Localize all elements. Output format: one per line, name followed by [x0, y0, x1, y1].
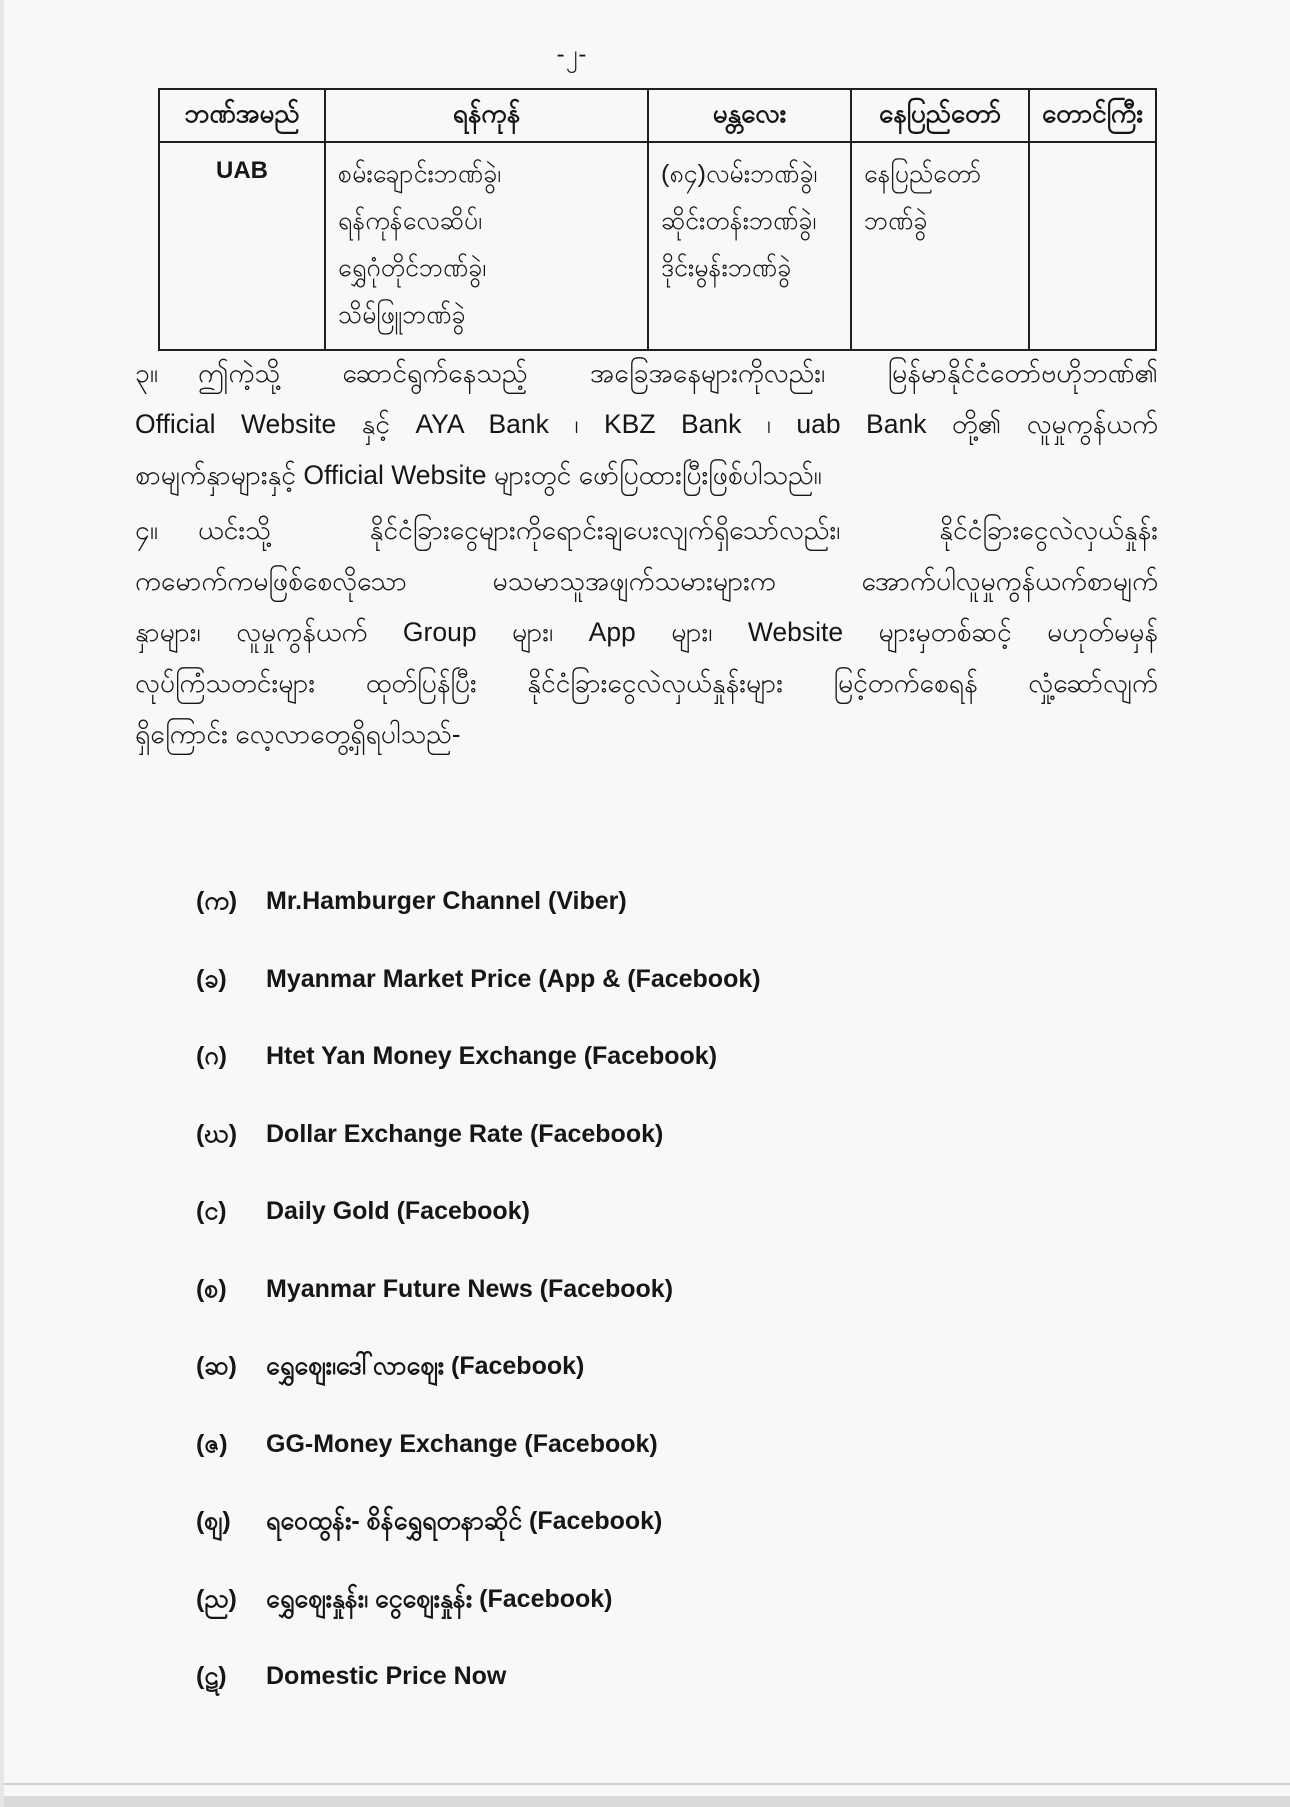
list-item-label: (ဆ)	[196, 1352, 237, 1380]
table-body	[159, 142, 1156, 350]
paragraph-3	[135, 348, 1158, 501]
list-item	[196, 1429, 1146, 1507]
list-item-text: Dollar Exchange Rate (Facebook)	[266, 1119, 664, 1148]
list-item-label: (ခ)	[196, 964, 227, 993]
table-cell-line: နေပြည်တော်	[864, 160, 982, 188]
list-item-label: (င)	[196, 1197, 227, 1225]
paragraph-line: လုပ်ကြံသတင်းများ ထုတ်ပြန်ပြီး နိုင်ငံခြားငွေလဲလှယ်နှုန်းများ မြင့်တက်စေရန် လှုံ့ဆော်လျက်	[135, 668, 1158, 698]
table-cell	[851, 142, 1029, 350]
list-item-text: ရဝေထွန်း- စိန်ရွှေရတနာဆိုင် (Facebook)	[266, 1507, 663, 1535]
list-item-text: Htet Yan Money Exchange (Facebook)	[266, 1042, 718, 1070]
paragraph-text: ဤကဲ့သို့ ဆောင်ရွက်နေသည့် အခြေအနေများကိုလည်း၊ မြန်မာနိုင်ငံတော်ဗဟိုဘဏ်၏	[197, 358, 1158, 388]
paragraph-number: ၃။	[135, 358, 158, 388]
scan-left-edge	[0, 0, 4, 1807]
list-item-text: Myanmar Future News (Facebook)	[266, 1274, 674, 1303]
list-item-label: (က)	[196, 887, 238, 915]
table-cell-line: သိမ်ဖြူဘဏ်ခွဲ	[338, 301, 466, 329]
table-cell	[648, 142, 851, 350]
table-cell-line: ရွှေဂုံတိုင်ဘဏ်ခွဲ၊	[338, 254, 487, 282]
table-cell-line: ဒိုင်းမွန်းဘဏ်ခွဲ	[661, 254, 792, 282]
table-header-cell: မန္တလေး	[648, 89, 851, 142]
paragraph-line	[135, 348, 1158, 399]
table-header-cell: ရန်ကုန်	[325, 89, 648, 142]
table-cell-line: ဘဏ်ခွဲ	[864, 207, 928, 235]
list-item-text: Domestic Price Now	[266, 1662, 507, 1690]
list-item	[196, 1584, 1146, 1662]
list-item	[196, 1506, 1146, 1584]
list-item-text: ရွှေဈေး၊ဒေါ်လာဈေး (Facebook)	[266, 1352, 585, 1380]
table-header-row	[159, 89, 1156, 142]
page-number: -၂-	[556, 41, 588, 68]
list-item	[196, 964, 1146, 1042]
table-cell-line: ဆိုင်းတန်းဘဏ်ခွဲ၊	[661, 207, 817, 235]
paragraph-number: ၄။	[135, 515, 158, 545]
table-cell-line: (၈၄)လမ်းဘဏ်ခွဲ၊	[661, 160, 818, 188]
table-cell-line: ရန်ကုန်လေဆိပ်၊	[338, 207, 483, 235]
list-item-label: (စ)	[196, 1274, 227, 1303]
scan-edge-strip	[0, 1796, 1290, 1807]
list-item-label: (ဇ)	[196, 1429, 228, 1458]
table-header-cell: နေပြည်တော်	[851, 89, 1029, 142]
paragraph-text: ယင်းသို့ နိုင်ငံခြားငွေများကိုရောင်းချပေးလျက်ရှိသော်လည်း၊ နိုင်ငံခြားငွေလဲလှယ်နှုန်း	[197, 515, 1158, 545]
list-item	[196, 1041, 1146, 1119]
paragraph-4	[135, 505, 1158, 760]
list-item	[196, 1661, 1146, 1739]
table-cell	[159, 142, 325, 350]
list-item	[196, 1119, 1146, 1197]
table-cell	[1029, 142, 1156, 350]
list-item-text: ရွှေဈေးနှုန်း၊ ငွေဈေးနှုန်း (Facebook)	[266, 1584, 613, 1613]
list-item-text: Daily Gold (Facebook)	[266, 1197, 530, 1225]
list-item	[196, 1274, 1146, 1352]
paragraph-line: ရှိကြောင်း လေ့လာတွေ့ရှိရပါသည်-	[135, 719, 461, 749]
page-bottom-rule	[0, 1783, 1290, 1785]
paragraph-line	[135, 505, 1158, 556]
list-item	[196, 886, 1146, 964]
table-cell-line: UAB	[216, 157, 268, 184]
table-header-cell: တောင်ကြီး	[1029, 89, 1156, 142]
list-item-label: (ည)	[196, 1584, 237, 1613]
list-item-text: Mr.Hamburger Channel (Viber)	[266, 887, 627, 915]
table-cell	[325, 142, 648, 350]
paragraph-line: စာမျက်နှာများနှင့် Official Website များတွင် ဖော်ပြထားပြီးဖြစ်ပါသည်။	[135, 460, 822, 490]
list-item-label: (ဋ)	[196, 1662, 227, 1690]
list-item	[196, 1351, 1146, 1429]
list-item-text: GG-Money Exchange (Facebook)	[266, 1429, 658, 1458]
table-cell-line: စမ်းချောင်းဘဏ်ခွဲ၊	[338, 160, 502, 188]
list-item-label: (ဂ)	[196, 1042, 227, 1070]
list-item-label: (စျ)	[196, 1507, 231, 1535]
paragraph-line: နှာများ၊ လူမှုကွန်ယက် Group များ၊ App များ၊ Website များမှတစ်ဆင့် မဟုတ်မမှန်	[135, 617, 1158, 647]
paragraph-line: ကမောက်ကမဖြစ်စေလိုသော မသမာသူအဖျက်သမားများက အောက်ပါလူမှုကွန်ယက်စာမျက်	[135, 566, 1158, 596]
list-item-label: (ဃ)	[196, 1119, 238, 1148]
list-item	[196, 1196, 1146, 1274]
social-media-list	[196, 886, 1146, 1739]
table-row	[159, 142, 1156, 350]
bank-branches-table	[158, 88, 1157, 351]
paragraph-line: Official Website နှင့် AYA Bank ၊ KBZ Bank ၊ uab Bank တို့၏ လူမှုကွန်ယက်	[135, 409, 1158, 439]
table-header-cell: ဘဏ်အမည်	[159, 89, 325, 142]
list-item-text: Myanmar Market Price (App & (Facebook)	[266, 964, 761, 993]
